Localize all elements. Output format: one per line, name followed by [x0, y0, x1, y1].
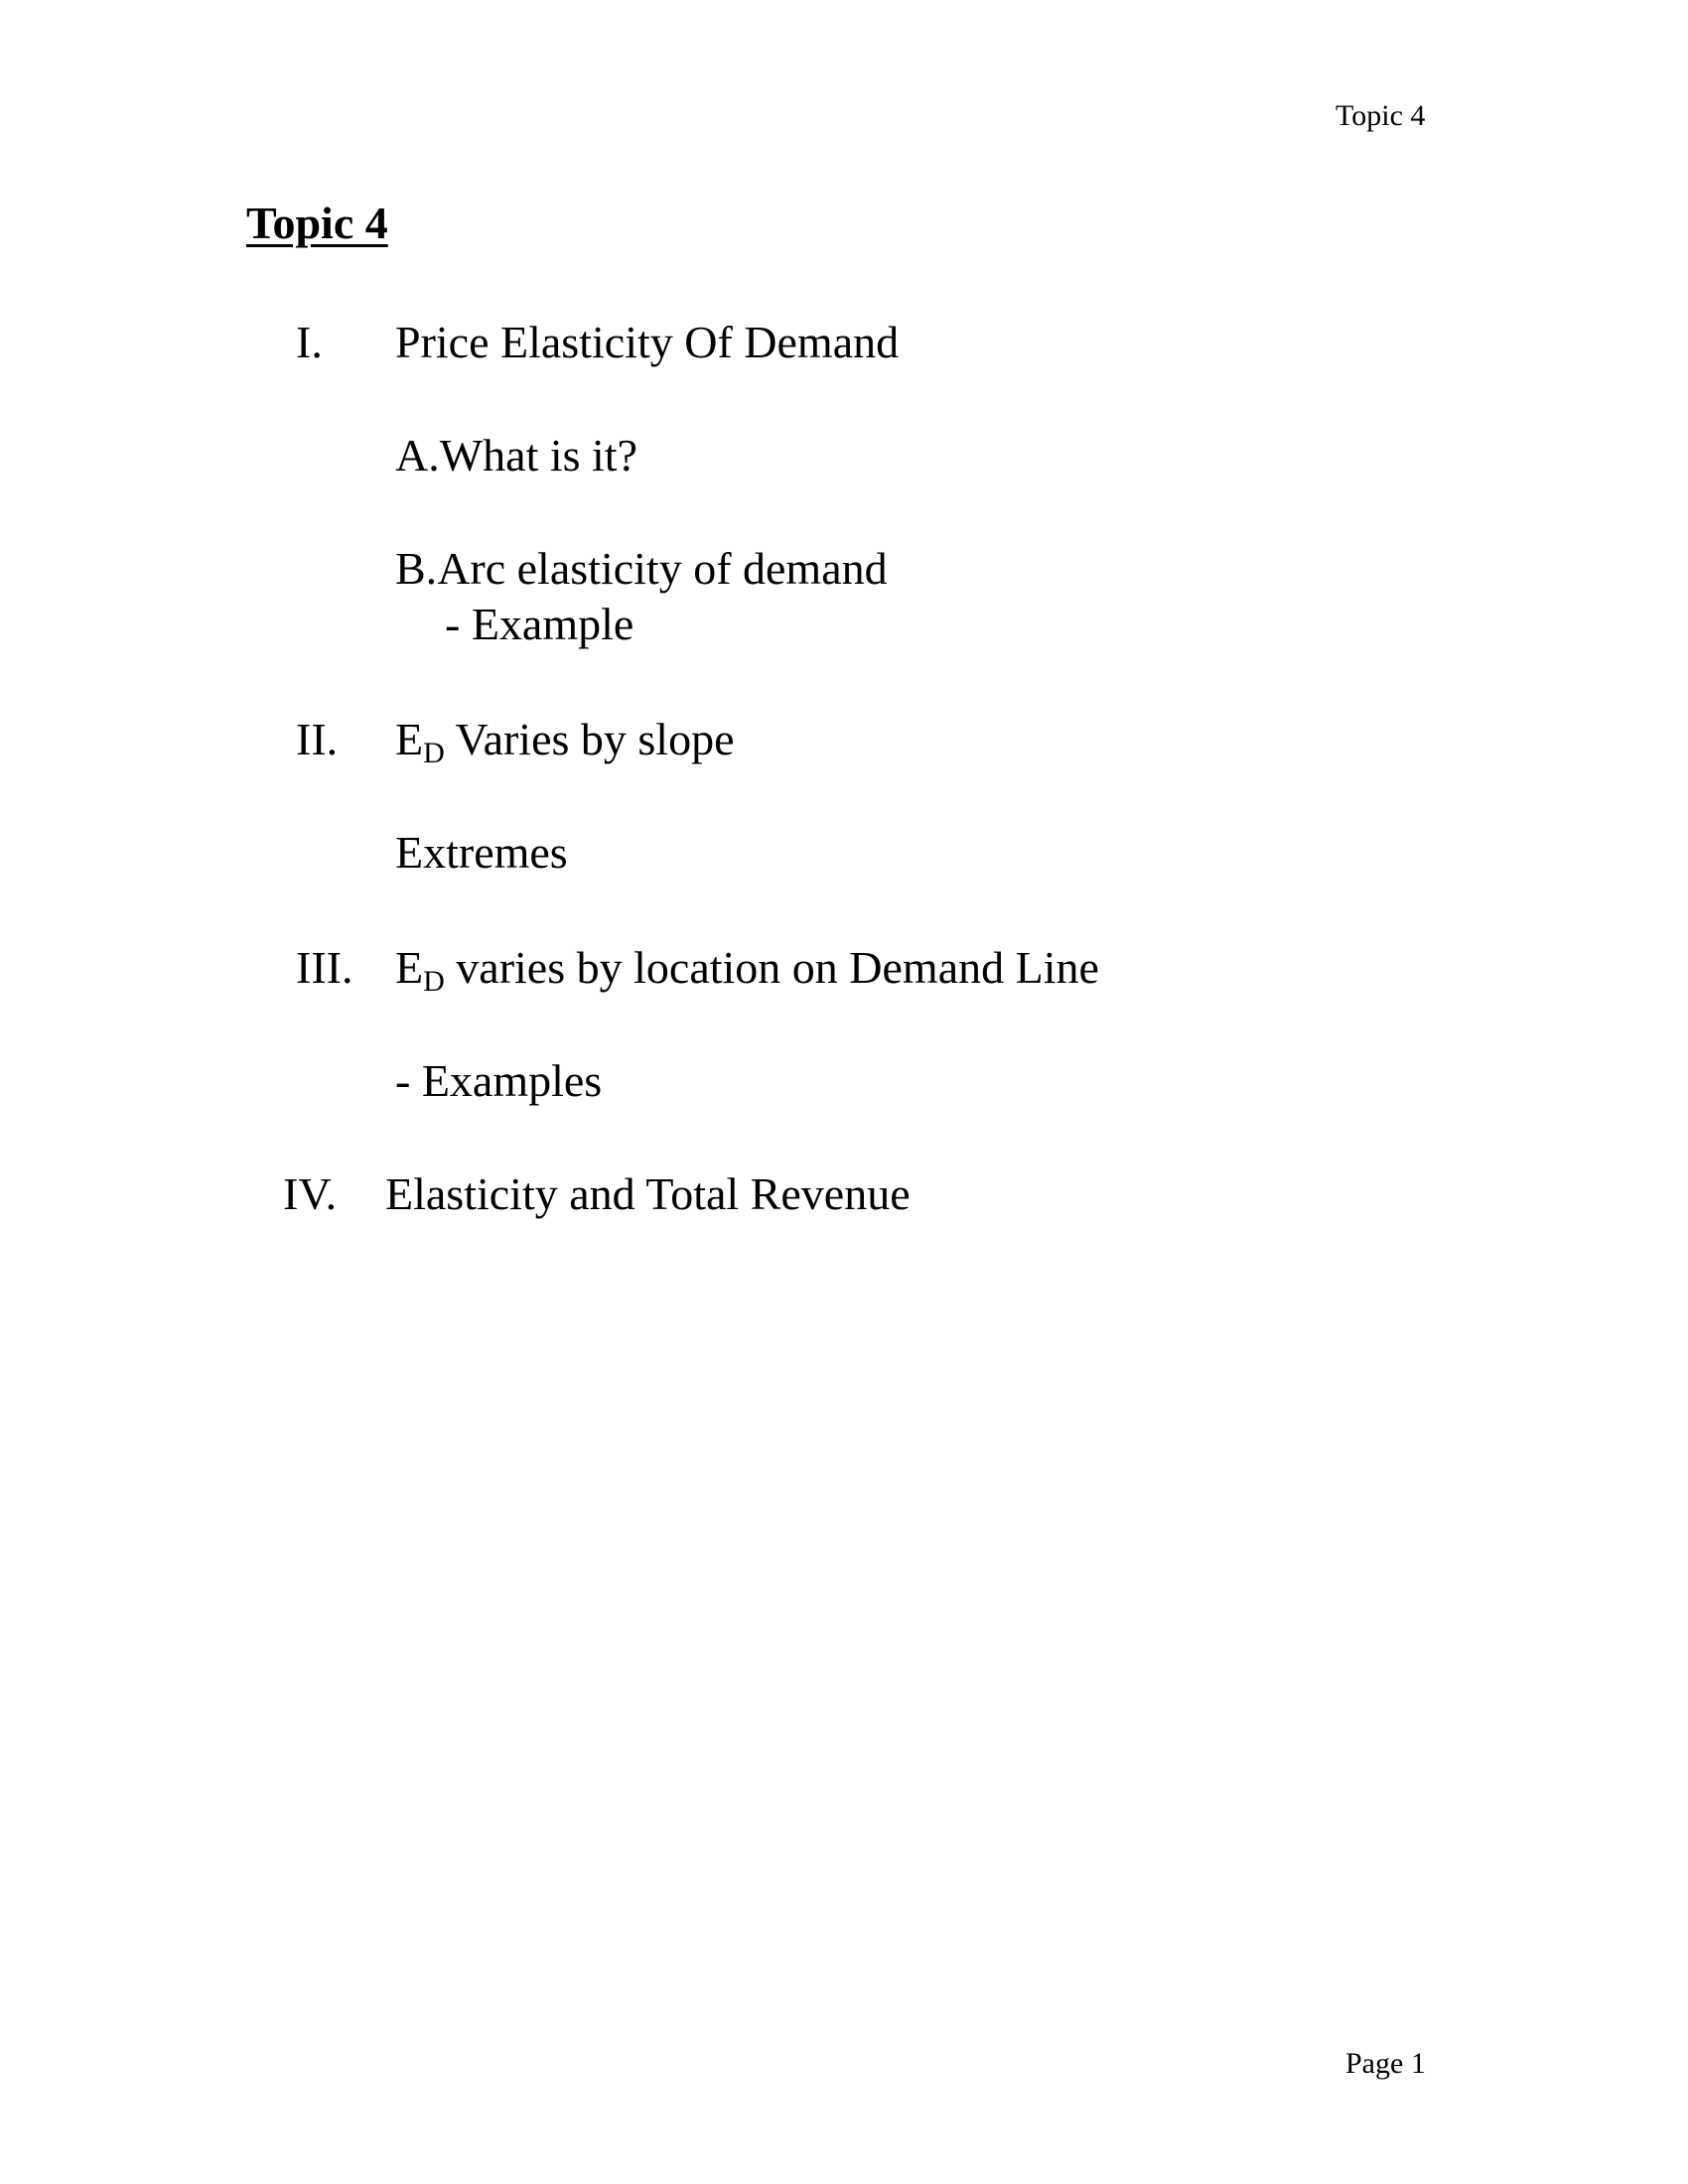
sub-text-b: Arc elasticity of demand — [437, 543, 888, 594]
page-number: Page 1 — [1345, 2047, 1426, 2080]
sub-label-a: A. — [395, 430, 440, 480]
numeral-ii: II. — [296, 714, 339, 764]
outline-item-extremes: Extremes — [395, 827, 568, 878]
subscript-d: D — [423, 737, 445, 769]
outline-bullet-examples: - Examples — [395, 1055, 603, 1106]
sub-text-a: What is it? — [439, 430, 638, 480]
symbol-e: E — [395, 714, 424, 764]
outline-item-total-revenue: Elasticity and Total Revenue — [385, 1168, 911, 1219]
item-text: varies by location on Demand Line — [444, 942, 1099, 993]
numeral-i: I. — [296, 317, 323, 367]
page-title: Topic 4 — [246, 198, 388, 248]
outline-subitem-b — [395, 542, 888, 595]
outline-item-price-elasticity: Price Elasticity Of Demand — [395, 317, 900, 367]
outline-subitem-a — [395, 429, 637, 481]
running-header: Topic 4 — [1336, 99, 1426, 132]
item-text: Varies by slope — [444, 714, 735, 764]
numeral-iv: IV. — [283, 1168, 338, 1219]
outline-item-varies-by-location — [395, 941, 1099, 998]
symbol-e: E — [395, 942, 424, 993]
sub-label-b: B. — [395, 543, 438, 594]
outline-bullet-example: - Example — [445, 599, 634, 649]
outline-item-varies-by-slope — [395, 713, 735, 769]
subscript-d: D — [423, 965, 445, 998]
numeral-iii: III. — [296, 942, 353, 993]
